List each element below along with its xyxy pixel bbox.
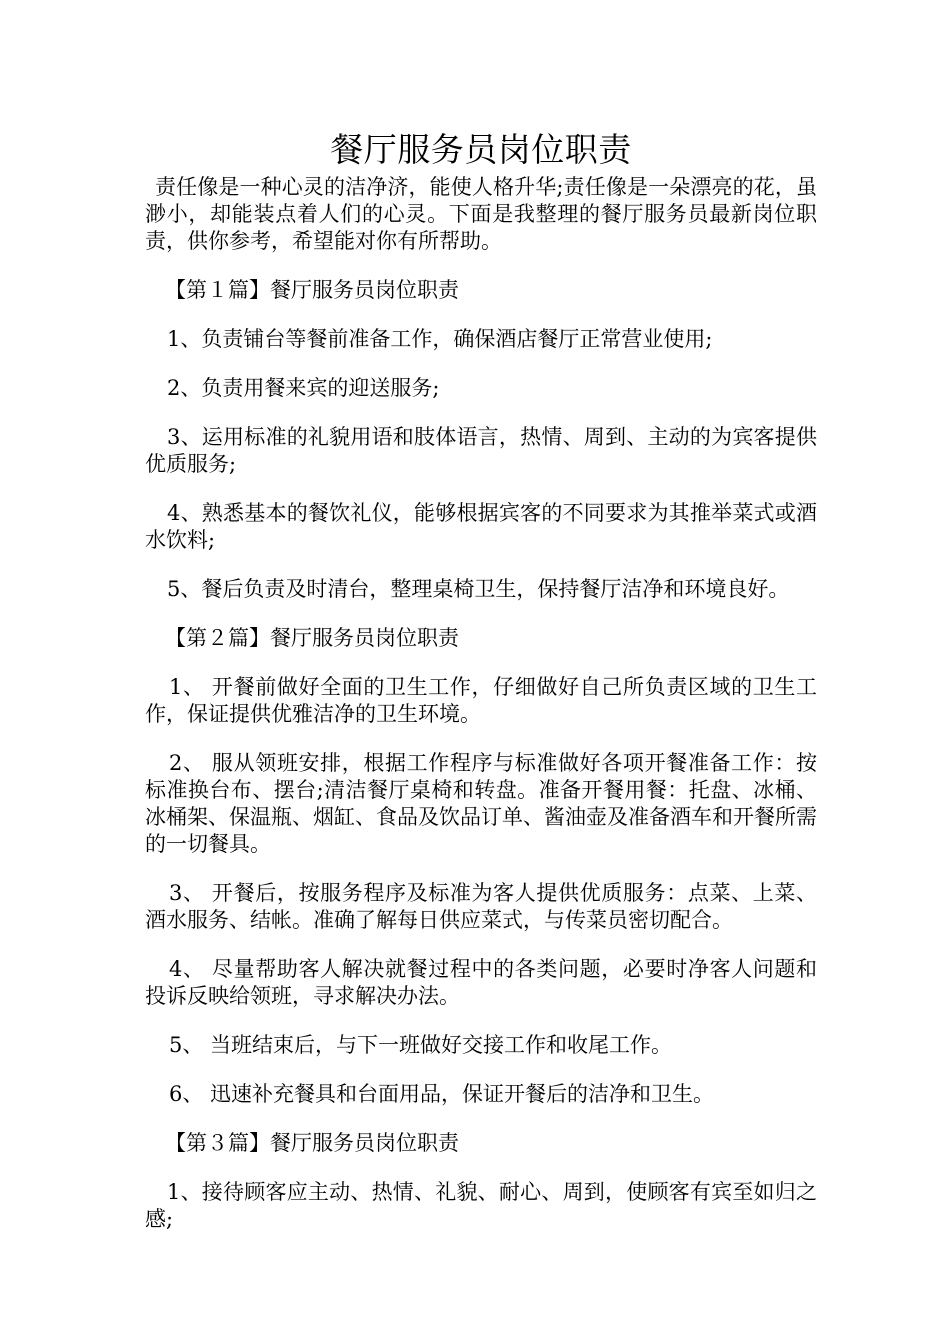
section-1-item-4: 4、熟悉基本的餐饮礼仪，能够根据宾客的不同要求为其推举菜式或酒水饮料; — [145, 501, 817, 552]
section-2-item-5: 5、 当班结束后，与下一班做好交接工作和收尾工作。 — [169, 1033, 673, 1057]
section-3-heading: 【第３篇】餐厅服务员岗位职责 — [165, 1131, 459, 1155]
document-title: 餐厅服务员岗位职责 — [330, 130, 632, 169]
section-2-item-3: 3、 开餐后，按服务程序及标准为客人提供优质服务：点菜、上菜、酒水服务、结帐。准确了解每日供应菜式，与传菜员密切配合。 — [145, 881, 817, 932]
section-2-heading: 【第２篇】餐厅服务员岗位职责 — [165, 626, 459, 650]
section-1-item-1: 1、负责铺台等餐前准备工作，确保酒店餐厅正常营业使用; — [167, 327, 713, 351]
section-1-item-2: 2、负责用餐来宾的迎送服务; — [167, 376, 440, 400]
section-1-heading: 【第１篇】餐厅服务员岗位职责 — [165, 278, 459, 302]
intro-paragraph: 责任像是一种心灵的洁净济，能使人格升华;责任像是一朵漂亮的花，虽渺小，却能装点着人们的心灵。下面是我整理的餐厅服务员最新岗位职责，供你参考，希望能对你有所帮助。 — [145, 175, 817, 253]
section-2-item-1: 1、 开餐前做好全面的卫生工作，仔细做好自己所负责区域的卫生工作，保证提供优雅洁净的卫生环境。 — [145, 675, 817, 726]
section-2-item-4: 4、 尽量帮助客人解决就餐过程中的各类问题，必要时净客人问题和投诉反映给领班，寻求解决办法。 — [145, 957, 817, 1008]
section-2-item-6: 6、 迅速补充餐具和台面用品，保证开餐后的洁净和卫生。 — [169, 1082, 715, 1106]
section-3-item-1: 1、接待顾客应主动、热情、礼貌、耐心、周到，使顾客有宾至如归之感; — [145, 1180, 817, 1231]
document-page — [145, 128, 817, 1233]
section-2-item-2: 2、 服从领班安排，根据工作程序与标准做好各项开餐准备工作：按标准换台布、摆台;清洁餐厅桌椅和转盘。准备开餐用餐：托盘、冰桶、冰桶架、保温瓶、烟缸、食品及饮品订单、酱油壶及准备酒车和开餐所需的一切餐具。 — [145, 751, 817, 856]
section-1-item-3: 3、运用标准的礼貌用语和肢体语言，热情、周到、主动的为宾客提供优质服务; — [145, 425, 817, 476]
section-1-item-5: 5、餐后负责及时清台，整理桌椅卫生，保持餐厅洁净和环境良好。 — [167, 577, 790, 601]
